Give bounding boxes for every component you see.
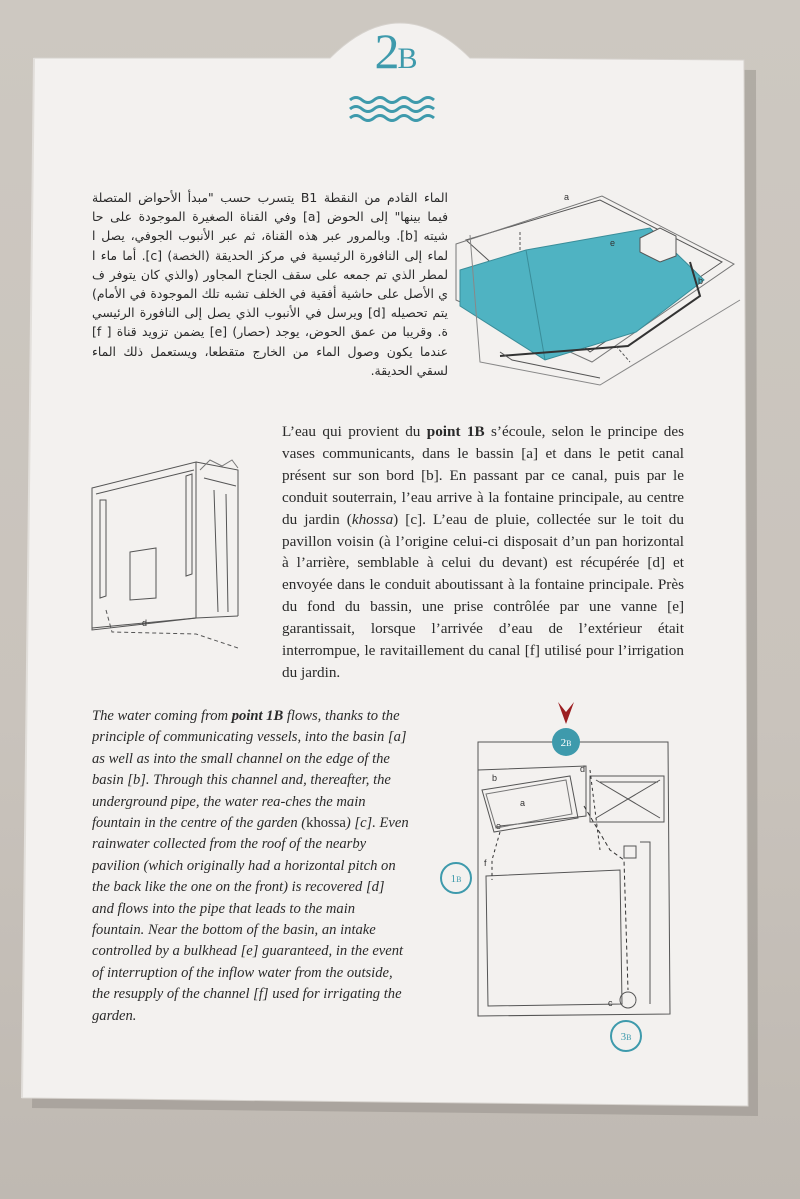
basin-label-e: e [610,238,616,248]
svg-text:2B: 2B [560,737,572,749]
plan-label-e: e [496,821,502,831]
english-description: The water coming from point 1B flows, thanks to the principle of communicating vessels, into the basin [a] as well as into the small channel on the edge of the basin [b]. Through this channel and, thereafter, the underground pipe, the water rea-ches the main fountain in the centre of the garden (khossa) [c]. Even rainwater collected from the roof of the nearby pavilion (which originally had a horizontal pitch on the back like the one on the front) is recovered [d] and flows into the pipe that leads to the main fountain. Near the bottom of the basin, an intake controlled by a bulkhead [e] guaranteed, in the event of interruption of the inflow water from the outside, the resupply of the channel [f] used for irrigating the garden. [92,708,409,1024]
marker-3b [611,1021,641,1051]
badge-number: 2B [374,23,416,79]
pavilion-label-d: d [142,618,148,628]
french-point-ref: point 1B [426,423,485,440]
plan-label-c: c [608,998,613,1008]
plan-label-d: d [580,764,586,774]
section-badge [340,22,450,122]
plan-label-b: b [492,773,498,783]
plan-label-f: f [484,858,487,868]
basin-label-b: b [698,276,704,286]
basin-label-a: a [564,192,570,202]
english-point-ref: point 1B [231,708,284,724]
french-description: L’eau qui provient du point 1B s’écoule, selon le principe des vases communicants, dans le bassin [a] et dans le petit canal présent sur son bord [b]. En passant par ce canal, puis par le conduit souterrain, l’eau arrive à la fontaine principale, au centre du jardin (khossa) [c]. L’eau de pluie, collectée sur le toit du pavillon voisin (à l’origine celui-ci disposait d’un pan horizontal à l’arrière, semblable à celui du devant) est récupérée [d] et envoyée dans le conduit aboutissant à la fontaine principale. Près du fond du bassin, une prise contrôlée par une vanne [e] garantissait, lorsque l’arrivée d’eau de l’extérieur était interrompue, le ravitaillement du canal [f] utilisé pour l’irrigation du jardin. [282,423,684,681]
marker-1b [441,863,471,893]
svg-text:1B: 1B [450,873,462,885]
arabic-description: الماء القادم من النقطة B1 يتسرب حسب "مبدأ الأحواض المتصلة فيما بينها" إلى الحوض [a] وفي القناة الصغيرة الموجودة على حا شيته [b]. وبالمرور عبر هذه القناة، ثم عبر الأنبوب الجوفي، يصل ا لماء إلى النافورة الرئيسية في مركز الحديقة (الخصة) [c]. أما ماء ا لمطر الذي تم جمعه على سقف الجناح المجاور (والذي كان يتوفر ف ي الأصل على حاشية أفقية في الخلف تشبه تلك الموجودة في الأمام) يتم تحصيله [d] ويرسل في الأنبوب الذي يصل إلى النافورة الرئيسي ة. وقريبا من عمق الحوض، يوجد (حصار) [e] يضمن تزويد قناة [ f] عندما يكون وصول الماء من الخارج متقطعا، ويستعمل ذلك الماء لسقي الحديقة. [92,190,448,378]
svg-text:3B: 3B [620,1031,632,1043]
plan-label-a: a [520,798,526,808]
